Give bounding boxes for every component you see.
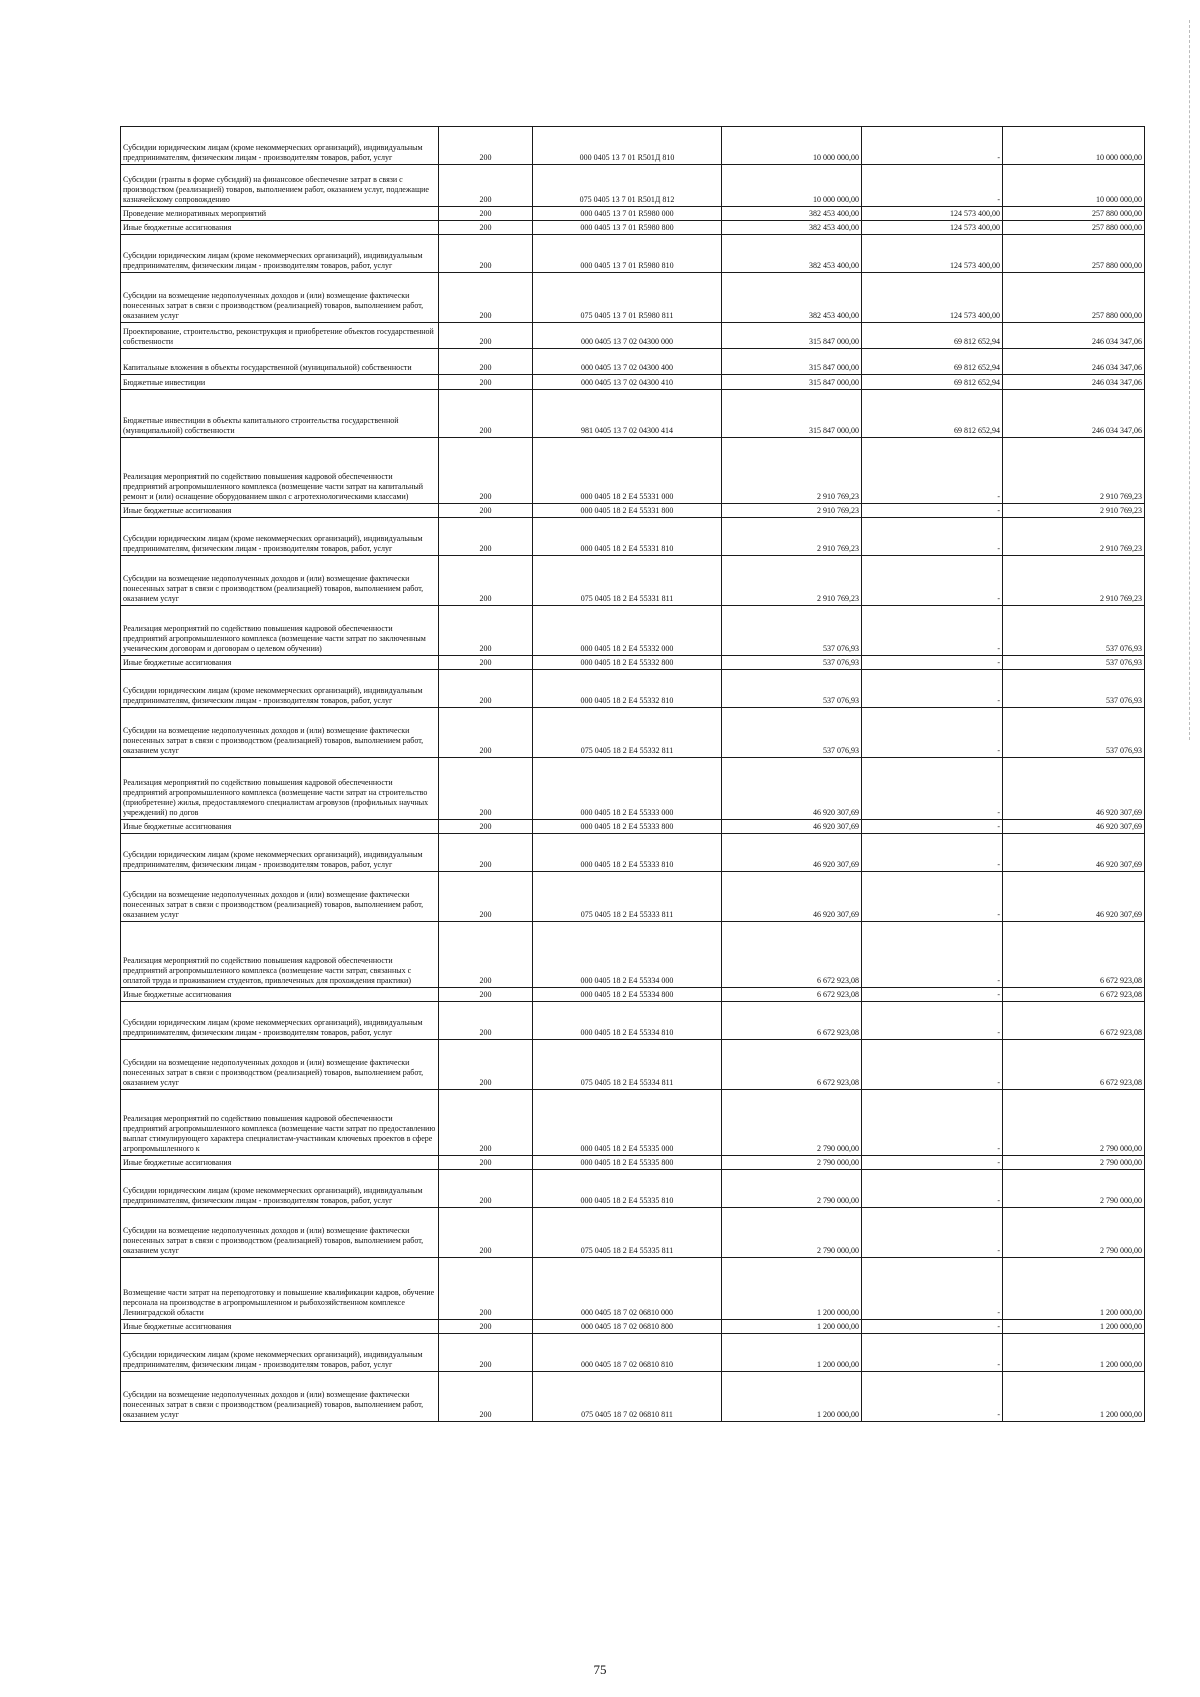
row-name: Проведение мелиоративных мероприятий (121, 207, 439, 221)
row-plan: 315 847 000,00 (722, 390, 862, 438)
row-plan: 315 847 000,00 (722, 323, 862, 349)
table-row (121, 273, 1145, 323)
row-code: 200 (439, 1156, 533, 1170)
row-exec: - (862, 820, 1003, 834)
table-row (121, 1170, 1145, 1208)
row-code: 200 (439, 922, 533, 988)
row-exec: - (862, 1320, 1003, 1334)
row-name: Реализация мероприятий по содействию повышения кадровой обеспеченности предприятий агропромышленного комплекса (возмещение части затрат на капитальный ремонт и (или) оснащение оборудованием школ с агротехнологическими классами) (121, 438, 439, 504)
row-plan: 1 200 000,00 (722, 1334, 862, 1372)
table-row (121, 504, 1145, 518)
row-kbk: 075 0405 13 7 01 R5980 811 (533, 273, 722, 323)
row-kbk: 000 0405 18 7 02 06810 810 (533, 1334, 722, 1372)
row-code: 200 (439, 504, 533, 518)
table-row (121, 708, 1145, 758)
row-rest: 2 790 000,00 (1003, 1170, 1145, 1208)
row-name: Иные бюджетные ассигнования (121, 656, 439, 670)
row-code: 200 (439, 1040, 533, 1090)
page-number: 75 (593, 1662, 607, 1677)
budget-execution-table (120, 126, 1145, 1422)
row-exec: - (862, 165, 1003, 207)
row-name: Субсидии на возмещение недополученных доходов и (или) возмещение фактически понесенных затрат в связи с производством (реализацией) товаров, выполнением работ, оказанием услуг (121, 872, 439, 922)
row-rest: 46 920 307,69 (1003, 872, 1145, 922)
row-kbk: 000 0405 18 2 Е4 55333 810 (533, 834, 722, 872)
table-row (121, 872, 1145, 922)
row-rest: 2 910 769,23 (1003, 504, 1145, 518)
row-name: Субсидии на возмещение недополученных доходов и (или) возмещение фактически понесенных затрат в связи с производством (реализацией) товаров, выполнением работ, оказанием услуг (121, 556, 439, 606)
row-plan: 2 790 000,00 (722, 1156, 862, 1170)
row-name: Субсидии юридическим лицам (кроме некоммерческих организаций), индивидуальным предпринимателям, физическим лицам - производителям товаров, работ, услуг (121, 127, 439, 165)
row-exec: - (862, 1208, 1003, 1258)
row-rest: 257 880 000,00 (1003, 273, 1145, 323)
row-exec: 69 812 652,94 (862, 349, 1003, 375)
row-name: Реализация мероприятий по содействию повышения кадровой обеспеченности предприятий агропромышленного комплекса (возмещение части затрат по предоставлению выплат стимулирующего характера специалистам-участникам ключевых проектов в сфере агропромышленного к (121, 1090, 439, 1156)
row-plan: 10 000 000,00 (722, 165, 862, 207)
row-name: Субсидии (гранты в форме субсидий) на финансовое обеспечение затрат в связи с производством (реализацией) товаров, выполнением работ, оказанием услуг, подлежащие казначейскому сопровождению (121, 165, 439, 207)
table-row (121, 518, 1145, 556)
row-name: Иные бюджетные ассигнования (121, 1320, 439, 1334)
row-exec: 124 573 400,00 (862, 207, 1003, 221)
table-row (121, 1334, 1145, 1372)
table-row (121, 922, 1145, 988)
row-rest: 246 034 347,06 (1003, 323, 1145, 349)
row-plan: 46 920 307,69 (722, 758, 862, 820)
row-code: 200 (439, 556, 533, 606)
row-kbk: 000 0405 18 2 Е4 55335 810 (533, 1170, 722, 1208)
row-plan: 382 453 400,00 (722, 207, 862, 221)
row-name: Субсидии юридическим лицам (кроме некоммерческих организаций), индивидуальным предпринимателям, физическим лицам - производителям товаров, работ, услуг (121, 1002, 439, 1040)
row-exec: - (862, 438, 1003, 504)
row-code: 200 (439, 1170, 533, 1208)
row-code: 200 (439, 708, 533, 758)
row-rest: 2 790 000,00 (1003, 1208, 1145, 1258)
row-plan: 1 200 000,00 (722, 1372, 862, 1422)
row-rest: 1 200 000,00 (1003, 1372, 1145, 1422)
row-code: 200 (439, 1208, 533, 1258)
row-kbk: 000 0405 13 7 01 R5980 810 (533, 235, 722, 273)
row-code: 200 (439, 438, 533, 504)
row-exec: - (862, 518, 1003, 556)
row-plan: 2 910 769,23 (722, 504, 862, 518)
row-code: 200 (439, 606, 533, 656)
row-kbk: 000 0405 13 7 02 04300 400 (533, 349, 722, 375)
row-exec: - (862, 834, 1003, 872)
table-row (121, 820, 1145, 834)
row-kbk: 075 0405 18 2 Е4 55331 811 (533, 556, 722, 606)
table-row (121, 606, 1145, 656)
row-rest: 246 034 347,06 (1003, 375, 1145, 390)
row-code: 200 (439, 1320, 533, 1334)
row-code: 200 (439, 207, 533, 221)
row-exec: - (862, 922, 1003, 988)
row-name: Субсидии на возмещение недополученных доходов и (или) возмещение фактически понесенных затрат в связи с производством (реализацией) товаров, выполнением работ, оказанием услуг (121, 273, 439, 323)
table-row (121, 1040, 1145, 1090)
row-rest: 537 076,93 (1003, 708, 1145, 758)
row-plan: 46 920 307,69 (722, 834, 862, 872)
row-kbk: 000 0405 18 7 02 06810 000 (533, 1258, 722, 1320)
table-row (121, 165, 1145, 207)
table-row (121, 988, 1145, 1002)
row-code: 200 (439, 1372, 533, 1422)
row-code: 200 (439, 670, 533, 708)
row-name: Иные бюджетные ассигнования (121, 1156, 439, 1170)
row-kbk: 000 0405 18 2 Е4 55332 800 (533, 656, 722, 670)
row-rest: 2 910 769,23 (1003, 438, 1145, 504)
row-plan: 2 910 769,23 (722, 556, 862, 606)
table-row (121, 1156, 1145, 1170)
row-rest: 246 034 347,06 (1003, 349, 1145, 375)
row-name: Субсидии юридическим лицам (кроме некоммерческих организаций), индивидуальным предпринимателям, физическим лицам - производителям товаров, работ, услуг (121, 1334, 439, 1372)
row-rest: 246 034 347,06 (1003, 390, 1145, 438)
row-code: 200 (439, 273, 533, 323)
row-plan: 537 076,93 (722, 670, 862, 708)
table-row (121, 207, 1145, 221)
row-plan: 315 847 000,00 (722, 349, 862, 375)
row-exec: - (862, 1156, 1003, 1170)
report-sheet (120, 126, 1144, 1422)
row-exec: - (862, 656, 1003, 670)
row-plan: 46 920 307,69 (722, 820, 862, 834)
row-rest: 6 672 923,08 (1003, 1040, 1145, 1090)
row-rest: 46 920 307,69 (1003, 820, 1145, 834)
row-kbk: 000 0405 13 7 01 R5980 800 (533, 221, 722, 235)
table-row (121, 670, 1145, 708)
row-plan: 1 200 000,00 (722, 1258, 862, 1320)
table-row (121, 758, 1145, 820)
row-plan: 10 000 000,00 (722, 127, 862, 165)
row-name: Бюджетные инвестиции (121, 375, 439, 390)
table-row (121, 1090, 1145, 1156)
row-rest: 10 000 000,00 (1003, 127, 1145, 165)
row-kbk: 075 0405 18 2 Е4 55333 811 (533, 872, 722, 922)
table-row (121, 656, 1145, 670)
row-plan: 6 672 923,08 (722, 1002, 862, 1040)
row-plan: 6 672 923,08 (722, 1040, 862, 1090)
table-row (121, 390, 1145, 438)
row-rest: 257 880 000,00 (1003, 221, 1145, 235)
row-exec: 124 573 400,00 (862, 273, 1003, 323)
row-kbk: 000 0405 13 7 02 04300 000 (533, 323, 722, 349)
row-name: Субсидии на возмещение недополученных доходов и (или) возмещение фактически понесенных затрат в связи с производством (реализацией) товаров, выполнением работ, оказанием услуг (121, 1372, 439, 1422)
row-kbk: 000 0405 18 2 Е4 55331 800 (533, 504, 722, 518)
row-rest: 6 672 923,08 (1003, 1002, 1145, 1040)
row-name: Капитальные вложения в объекты государственной (муниципальной) собственности (121, 349, 439, 375)
row-code: 200 (439, 872, 533, 922)
row-name: Субсидии юридическим лицам (кроме некоммерческих организаций), индивидуальным предпринимателям, физическим лицам - производителям товаров, работ, услуг (121, 834, 439, 872)
row-plan: 2 910 769,23 (722, 438, 862, 504)
row-name: Субсидии юридическим лицам (кроме некоммерческих организаций), индивидуальным предпринимателям, физическим лицам - производителям товаров, работ, услуг (121, 518, 439, 556)
row-exec: - (862, 1090, 1003, 1156)
row-name: Субсидии юридическим лицам (кроме некоммерческих организаций), индивидуальным предпринимателям, физическим лицам - производителям товаров, работ, услуг (121, 670, 439, 708)
row-name: Бюджетные инвестиции в объекты капитального строительства государственной (муниципальной) собственности (121, 390, 439, 438)
row-exec: - (862, 127, 1003, 165)
table-row (121, 1002, 1145, 1040)
row-kbk: 000 0405 13 7 02 04300 410 (533, 375, 722, 390)
row-rest: 2 790 000,00 (1003, 1156, 1145, 1170)
row-rest: 46 920 307,69 (1003, 834, 1145, 872)
row-exec: - (862, 872, 1003, 922)
row-exec: - (862, 758, 1003, 820)
row-exec: - (862, 1258, 1003, 1320)
row-rest: 46 920 307,69 (1003, 758, 1145, 820)
row-kbk: 075 0405 18 7 02 06810 811 (533, 1372, 722, 1422)
row-name: Субсидии юридическим лицам (кроме некоммерческих организаций), индивидуальным предпринимателям, физическим лицам - производителям товаров, работ, услуг (121, 235, 439, 273)
row-plan: 382 453 400,00 (722, 273, 862, 323)
row-kbk: 000 0405 18 2 Е4 55335 800 (533, 1156, 722, 1170)
row-kbk: 000 0405 13 7 01 R501Д 810 (533, 127, 722, 165)
row-kbk: 000 0405 18 2 Е4 55335 000 (533, 1090, 722, 1156)
row-name: Иные бюджетные ассигнования (121, 988, 439, 1002)
row-exec: - (862, 1334, 1003, 1372)
row-rest: 537 076,93 (1003, 670, 1145, 708)
row-exec: 69 812 652,94 (862, 390, 1003, 438)
row-rest: 6 672 923,08 (1003, 922, 1145, 988)
row-exec: - (862, 1372, 1003, 1422)
row-plan: 1 200 000,00 (722, 1320, 862, 1334)
table-row (121, 438, 1145, 504)
row-rest: 2 790 000,00 (1003, 1090, 1145, 1156)
table-row (121, 323, 1145, 349)
row-name: Реализация мероприятий по содействию повышения кадровой обеспеченности предприятий агропромышленного комплекса (возмещение части затрат на строительство (приобретение) жилья, предоставляемого специалистам агровузов (профильных научных учреждений) по догов (121, 758, 439, 820)
row-code: 200 (439, 988, 533, 1002)
row-kbk: 000 0405 18 2 Е4 55333 000 (533, 758, 722, 820)
row-plan: 382 453 400,00 (722, 221, 862, 235)
row-kbk: 000 0405 18 2 Е4 55332 810 (533, 670, 722, 708)
row-rest: 1 200 000,00 (1003, 1334, 1145, 1372)
row-rest: 257 880 000,00 (1003, 207, 1145, 221)
row-exec: 124 573 400,00 (862, 221, 1003, 235)
row-kbk: 000 0405 18 2 Е4 55334 000 (533, 922, 722, 988)
row-code: 200 (439, 375, 533, 390)
row-rest: 257 880 000,00 (1003, 235, 1145, 273)
row-rest: 537 076,93 (1003, 656, 1145, 670)
row-plan: 382 453 400,00 (722, 235, 862, 273)
row-exec: - (862, 556, 1003, 606)
row-code: 200 (439, 1002, 533, 1040)
row-code: 200 (439, 323, 533, 349)
row-name: Субсидии на возмещение недополученных доходов и (или) возмещение фактически понесенных затрат в связи с производством (реализацией) товаров, выполнением работ, оказанием услуг (121, 708, 439, 758)
row-name: Субсидии на возмещение недополученных доходов и (или) возмещение фактически понесенных затрат в связи с производством (реализацией) товаров, выполнением работ, оказанием услуг (121, 1040, 439, 1090)
row-plan: 6 672 923,08 (722, 922, 862, 988)
row-kbk: 000 0405 18 2 Е4 55331 000 (533, 438, 722, 504)
row-exec: - (862, 504, 1003, 518)
row-exec: 124 573 400,00 (862, 235, 1003, 273)
row-kbk: 000 0405 18 2 Е4 55332 000 (533, 606, 722, 656)
row-code: 200 (439, 820, 533, 834)
row-name: Проектирование, строительство, реконструкция и приобретение объектов государственной собственности (121, 323, 439, 349)
row-code: 200 (439, 221, 533, 235)
table-row (121, 1258, 1145, 1320)
row-plan: 537 076,93 (722, 708, 862, 758)
row-plan: 315 847 000,00 (722, 375, 862, 390)
row-kbk: 075 0405 18 2 Е4 55334 811 (533, 1040, 722, 1090)
row-code: 200 (439, 349, 533, 375)
row-plan: 537 076,93 (722, 656, 862, 670)
row-code: 200 (439, 518, 533, 556)
row-rest: 537 076,93 (1003, 606, 1145, 656)
row-code: 200 (439, 656, 533, 670)
row-code: 200 (439, 1090, 533, 1156)
table-row (121, 375, 1145, 390)
row-code: 200 (439, 758, 533, 820)
row-rest: 2 910 769,23 (1003, 556, 1145, 606)
row-name: Иные бюджетные ассигнования (121, 221, 439, 235)
row-kbk: 000 0405 18 2 Е4 55331 810 (533, 518, 722, 556)
row-name: Субсидии юридическим лицам (кроме некоммерческих организаций), индивидуальным предпринимателям, физическим лицам - производителям товаров, работ, услуг (121, 1170, 439, 1208)
row-rest: 1 200 000,00 (1003, 1258, 1145, 1320)
row-code: 200 (439, 165, 533, 207)
row-rest: 1 200 000,00 (1003, 1320, 1145, 1334)
table-row (121, 834, 1145, 872)
row-code: 200 (439, 390, 533, 438)
row-kbk: 075 0405 18 2 Е4 55335 811 (533, 1208, 722, 1258)
row-exec: - (862, 670, 1003, 708)
row-code: 200 (439, 1258, 533, 1320)
row-plan: 2 790 000,00 (722, 1090, 862, 1156)
row-kbk: 981 0405 13 7 02 04300 414 (533, 390, 722, 438)
row-kbk: 000 0405 18 2 Е4 55334 810 (533, 1002, 722, 1040)
row-code: 200 (439, 834, 533, 872)
table-row (121, 221, 1145, 235)
row-exec: - (862, 1002, 1003, 1040)
row-exec: - (862, 1170, 1003, 1208)
row-exec: - (862, 708, 1003, 758)
table-row (121, 1320, 1145, 1334)
table-body (121, 127, 1145, 1422)
row-name: Возмещение части затрат на переподготовку и повышение квалификации кадров, обучение персонала на производстве в агропромышленном и рыбохозяйственном комплексе Ленинградской области (121, 1258, 439, 1320)
table-row (121, 127, 1145, 165)
table-row (121, 235, 1145, 273)
table-row (121, 1372, 1145, 1422)
row-plan: 537 076,93 (722, 606, 862, 656)
table-row (121, 556, 1145, 606)
row-plan: 2 790 000,00 (722, 1208, 862, 1258)
row-exec: 69 812 652,94 (862, 375, 1003, 390)
row-name: Субсидии на возмещение недополученных доходов и (или) возмещение фактически понесенных затрат в связи с производством (реализацией) товаров, выполнением работ, оказанием услуг (121, 1208, 439, 1258)
row-code: 200 (439, 127, 533, 165)
row-code: 200 (439, 235, 533, 273)
row-name: Реализация мероприятий по содействию повышения кадровой обеспеченности предприятий агропромышленного комплекса (возмещение части затрат, связанных с оплатой труда и проживанием студентов, привлеченных для прохождения практики) (121, 922, 439, 988)
row-plan: 46 920 307,69 (722, 872, 862, 922)
row-exec: 69 812 652,94 (862, 323, 1003, 349)
row-exec: - (862, 988, 1003, 1002)
row-kbk: 000 0405 18 7 02 06810 800 (533, 1320, 722, 1334)
row-code: 200 (439, 1334, 533, 1372)
row-exec: - (862, 606, 1003, 656)
row-plan: 2 790 000,00 (722, 1170, 862, 1208)
table-row (121, 1208, 1145, 1258)
row-kbk: 000 0405 18 2 Е4 55334 800 (533, 988, 722, 1002)
row-plan: 6 672 923,08 (722, 988, 862, 1002)
row-rest: 6 672 923,08 (1003, 988, 1145, 1002)
row-name: Иные бюджетные ассигнования (121, 504, 439, 518)
row-kbk: 075 0405 13 7 01 R501Д 812 (533, 165, 722, 207)
table-row (121, 349, 1145, 375)
row-name: Иные бюджетные ассигнования (121, 820, 439, 834)
row-exec: - (862, 1040, 1003, 1090)
row-name: Реализация мероприятий по содействию повышения кадровой обеспеченности предприятий агропромышленного комплекса (возмещение части затрат по заключенным ученическим договорам и договорам о целевом обучении) (121, 606, 439, 656)
row-kbk: 000 0405 13 7 01 R5980 000 (533, 207, 722, 221)
scan-margin-rule (1189, 20, 1191, 740)
row-rest: 10 000 000,00 (1003, 165, 1145, 207)
row-rest: 2 910 769,23 (1003, 518, 1145, 556)
row-kbk: 000 0405 18 2 Е4 55333 800 (533, 820, 722, 834)
row-kbk: 075 0405 18 2 Е4 55332 811 (533, 708, 722, 758)
row-plan: 2 910 769,23 (722, 518, 862, 556)
